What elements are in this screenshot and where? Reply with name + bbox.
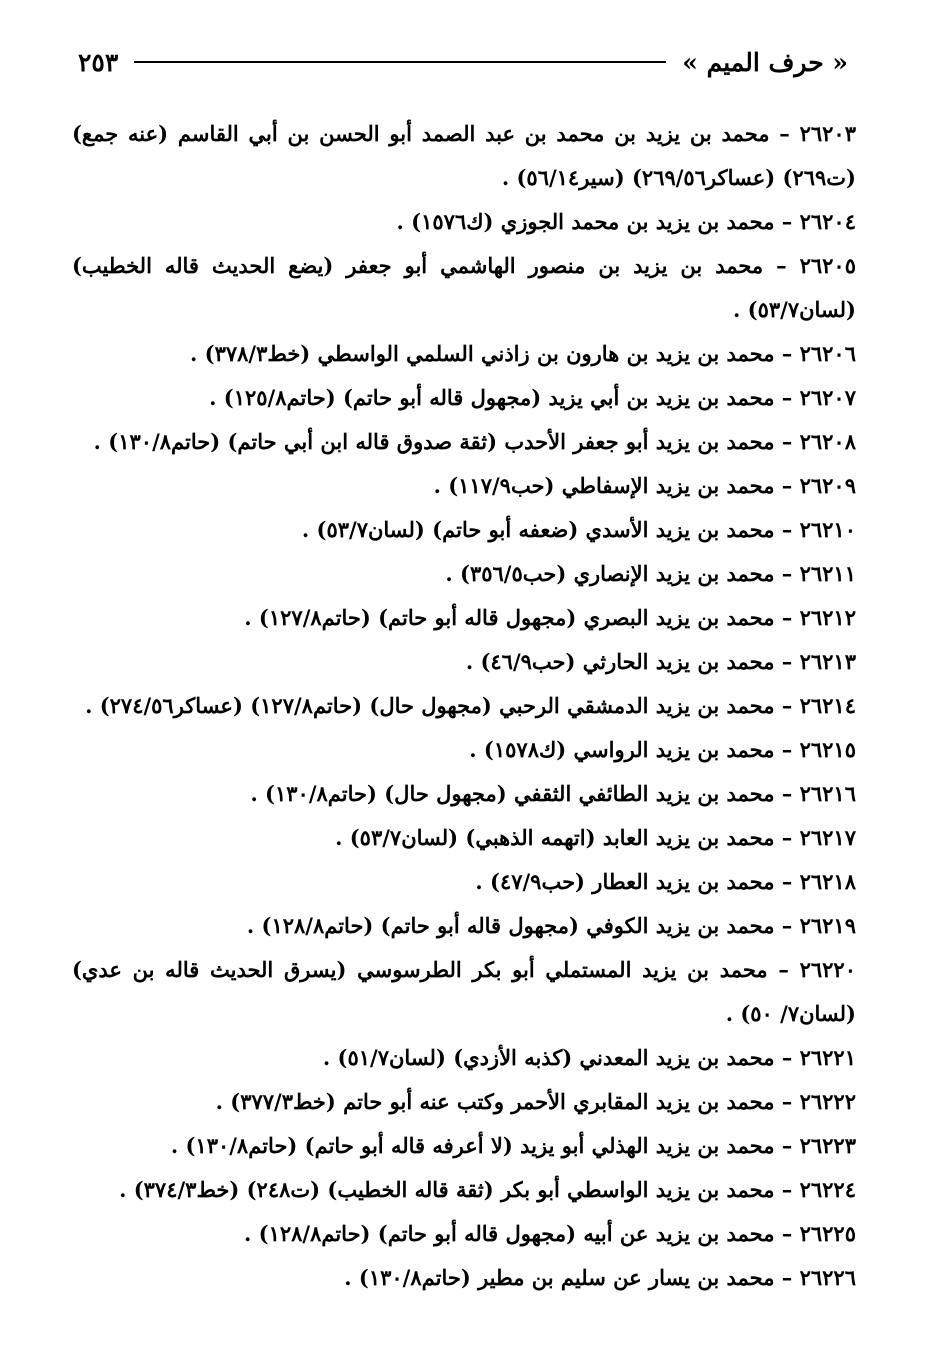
entry-26220: ٢٦٢٢٠ – محمد بن يزيد المستملي أبو بكر الطرسوسي (يسرق الحديث قاله بن عدي) (لسان٧/ ٥٠) .: [72, 957, 856, 1026]
entry-26205: ٢٦٢٠٥ – محمد بن يزيد بن منصور الهاشمي أبو جعفر (يضع الحديث قاله الخطيب) (لسان٥٣/٧) .: [72, 253, 856, 322]
entry-26222: ٢٦٢٢٢ – محمد بن يزيد المقابري الأحمر وكتب عنه أبو حاتم (خط٣٧٧/٣) .: [215, 1089, 856, 1114]
entry-26210: ٢٦٢١٠ – محمد بن يزيد الأسدي (ضعفه أبو حاتم) (لسان٥٣/٧) .: [301, 517, 856, 542]
entry-26207: ٢٦٢٠٧ – محمد بن يزيد بن أبي يزيد (مجهول قاله أبو حاتم) (حاتم١٢٥/٨) .: [209, 385, 856, 410]
entry-26225: ٢٦٢٢٥ – محمد بن يزيد عن أبيه (مجهول قاله أبو حاتم) (حاتم١٢٨/٨) .: [244, 1221, 856, 1246]
entry-list: [72, 112, 856, 1300]
entry-26214: ٢٦٢١٤ – محمد بن يزيد الدمشقي الرحبي (مجهول حال) (حاتم١٢٧/٨) (عساكر٢٧٤/٥٦) .: [85, 693, 856, 718]
entry-26216: ٢٦٢١٦ – محمد بن يزيد الطائفي الثقفي (مجهول حال) (حاتم١٣٠/٨) .: [250, 781, 856, 806]
entry-26223: ٢٦٢٢٣ – محمد بن يزيد الهذلي أبو يزيد (لا أعرفه قاله أبو حاتم) (حاتم١٣٠/٨) .: [170, 1133, 856, 1158]
entry-26224: ٢٦٢٢٤ – محمد بن يزيد الواسطي أبو بكر (ثقة قاله الخطيب) (ت٢٤٨) (خط٣٧٤/٣) .: [119, 1177, 856, 1202]
header-rule: [134, 61, 666, 63]
entry-26203: ٢٦٢٠٣ – محمد بن يزيد بن محمد بن عبد الصمد أبو الحسن بن أبي القاسم (عنه جمع) (ت٢٦٩) (عساكر٢٦٩/٥٦) (سير٥٦/١٤) .: [72, 121, 856, 190]
entry-26209: ٢٦٢٠٩ – محمد بن يزيد الإسفاطي (حب١١٧/٩) .: [433, 473, 856, 498]
entry-26217: ٢٦٢١٧ – محمد بن يزيد العابد (اتهمه الذهبي) (لسان٥٣/٧) .: [335, 825, 856, 850]
entry-26208: ٢٦٢٠٨ – محمد بن يزيد أبو جعفر الأحدب (ثقة صدوق قاله ابن أبي حاتم) (حاتم١٣٠/٨) .: [93, 429, 856, 454]
page-number: ٢٥٣: [78, 47, 119, 77]
chapter-title: « حرف الميم »: [682, 47, 848, 77]
page-header: [78, 42, 848, 82]
entry-26219: ٢٦٢١٩ – محمد بن يزيد الكوفي (مجهول قاله أبو حاتم) (حاتم١٢٨/٨) .: [246, 913, 856, 938]
entry-26211: ٢٦٢١١ – محمد بن يزيد الإنصاري (حب٣٥٦/٥) .: [445, 561, 856, 586]
entry-26218: ٢٦٢١٨ – محمد بن يزيد العطار (حب٤٧/٩) .: [475, 869, 856, 894]
entry-26212: ٢٦٢١٢ – محمد بن يزيد البصري (مجهول قاله أبو حاتم) (حاتم١٢٧/٨) .: [244, 605, 856, 630]
entry-26215: ٢٦٢١٥ – محمد بن يزيد الرواسي (ك١٥٧٨) .: [469, 737, 856, 762]
entry-26221: ٢٦٢٢١ – محمد بن يزيد المعدني (كذبه الأزدي) (لسان٥١/٧) .: [322, 1045, 856, 1070]
entry-26213: ٢٦٢١٣ – محمد بن يزيد الحارثي (حب٤٦/٩) .: [465, 649, 856, 674]
entry-26226: ٢٦٢٢٦ – محمد بن يسار عن سليم بن مطير (حاتم١٣٠/٨) .: [344, 1265, 856, 1290]
entry-26204: ٢٦٢٠٤ – محمد بن يزيد بن محمد الجوزي (ك١٥٧٦) .: [396, 209, 856, 234]
entry-26206: ٢٦٢٠٦ – محمد بن يزيد بن هارون بن زاذني السلمي الواسطي (خط٣٧٨/٣) .: [190, 341, 856, 366]
